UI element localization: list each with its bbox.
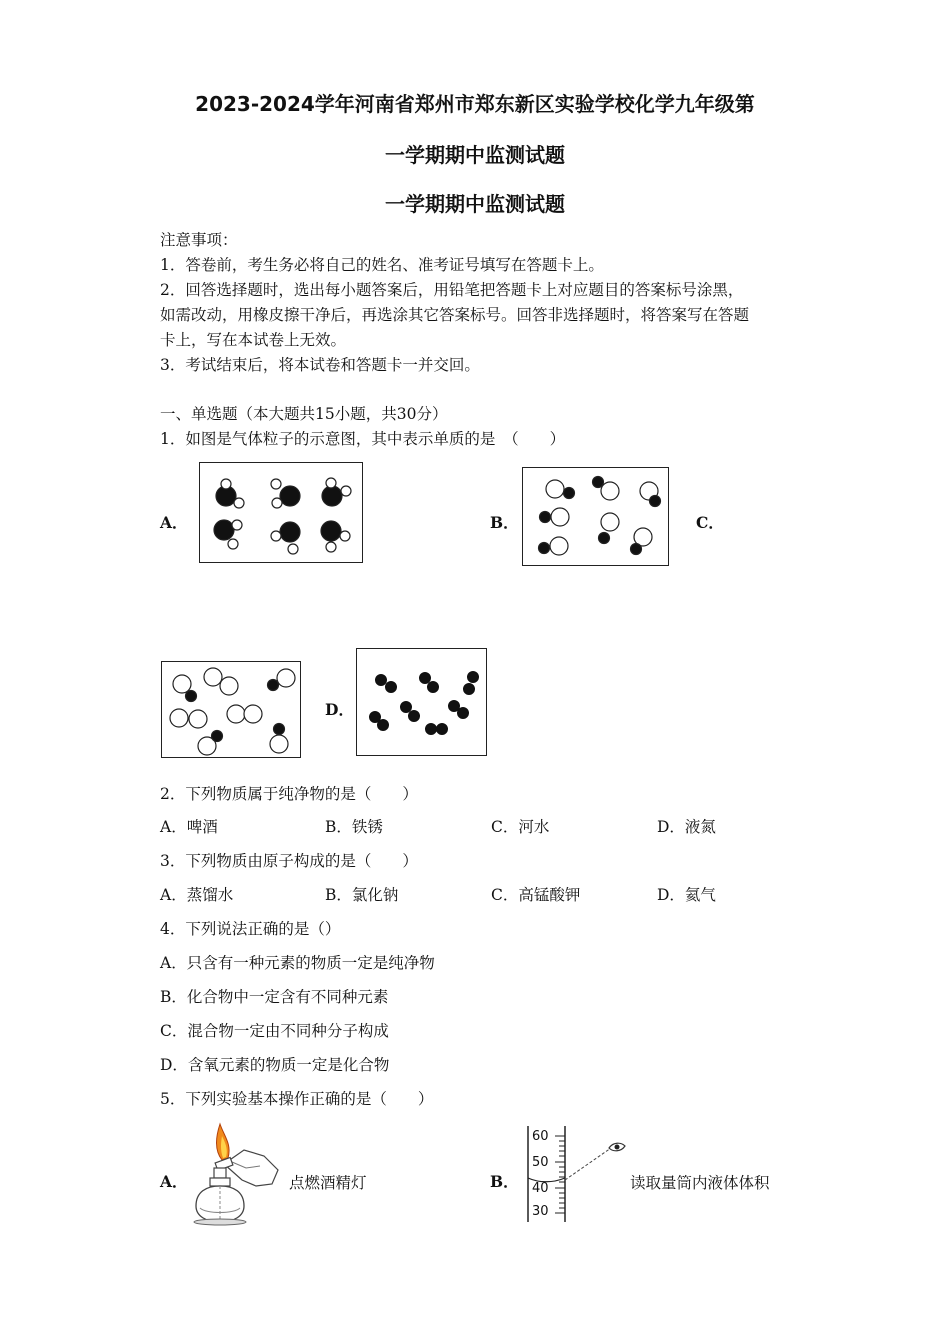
q1-option-a-label[interactable]: A． xyxy=(160,513,188,532)
notice-line: 3．考试结束后，将本试卷和答题卡一并交回。 xyxy=(160,356,480,374)
page-title-line2: 一学期期中监测试题 xyxy=(385,143,565,167)
molecule-diagram-c xyxy=(162,662,300,757)
q1-option-d-label[interactable]: D． xyxy=(325,700,354,719)
page-title-line1: 2023-2024学年河南省郑州市郑东新区实验学校化学九年级第 xyxy=(195,92,755,116)
notice-line: 1．答卷前，考生务必将自己的姓名、准考证号填写在答题卡上。 xyxy=(160,256,604,274)
notice-line: 2．回答选择题时，选出每小题答案后，用铅笔把答题卡上对应题目的答案标号涂黑， xyxy=(160,281,744,299)
q4-option-a[interactable]: A．只含有一种元素的物质一定是纯净物 xyxy=(160,954,435,972)
q1-diagram-a xyxy=(199,462,363,563)
q4-option-d[interactable]: D．含氧元素的物质一定是化合物 xyxy=(160,1056,390,1074)
cylinder-tick-label: 60 xyxy=(532,1129,549,1144)
notice-heading: 注意事项： xyxy=(160,231,238,249)
page-title-line3: 一学期期中监测试题 xyxy=(385,192,565,216)
q3-option-c[interactable]: C．高锰酸钾 xyxy=(491,886,581,904)
q3-option-d[interactable]: D．氦气 xyxy=(657,886,716,904)
notice-line: 如需改动，用橡皮擦干净后，再选涂其它答案标号。回答非选择题时，将答案写在答题 xyxy=(160,306,750,324)
q5-option-a-label[interactable]: A． xyxy=(160,1172,188,1191)
q1-diagram-d xyxy=(356,648,487,756)
q1-option-b-label[interactable]: B． xyxy=(490,513,519,532)
question-1-stem: 1．如图是气体粒子的示意图，其中表示单质的是 （ ） xyxy=(160,430,566,448)
q1-diagram-b xyxy=(522,467,669,566)
q2-option-c[interactable]: C．河水 xyxy=(491,818,550,836)
alcohol-lamp-icon xyxy=(186,1120,284,1228)
q1-option-c-label[interactable]: C． xyxy=(696,513,724,532)
q2-option-d[interactable]: D．液氮 xyxy=(657,818,716,836)
molecule-diagram-a xyxy=(200,463,362,562)
question-4-stem: 4．下列说法正确的是（） xyxy=(160,920,341,938)
graduated-cylinder-figure xyxy=(525,1124,635,1224)
question-2-stem: 2．下列物质属于纯净物的是（ ） xyxy=(160,785,418,803)
q5-option-b-label[interactable]: B． xyxy=(490,1172,519,1191)
q3-option-a[interactable]: A．蒸馏水 xyxy=(160,886,234,904)
q5-option-a-caption: 点燃酒精灯 xyxy=(289,1174,367,1192)
molecule-diagram-d xyxy=(357,649,486,755)
q2-option-a[interactable]: A．啤酒 xyxy=(160,818,218,836)
q4-option-c[interactable]: C．混合物一定由不同种分子构成 xyxy=(160,1022,389,1040)
cylinder-tick-label: 30 xyxy=(532,1204,549,1219)
question-5-stem: 5．下列实验基本操作正确的是（ ） xyxy=(160,1090,434,1108)
q4-option-b[interactable]: B．化合物中一定含有不同种元素 xyxy=(160,988,389,1006)
alcohol-lamp-lighting-figure xyxy=(186,1120,284,1228)
notice-line: 卡上，写在本试卷上无效。 xyxy=(160,331,347,349)
q5-option-b-caption: 读取量筒内液体体积 xyxy=(630,1174,770,1192)
q3-option-b[interactable]: B．氯化钠 xyxy=(325,886,399,904)
molecule-diagram-b xyxy=(523,468,668,565)
q2-option-b[interactable]: B．铁锈 xyxy=(325,818,383,836)
cylinder-tick-label: 50 xyxy=(532,1155,549,1170)
q1-diagram-c xyxy=(161,661,301,758)
cylinder-tick-label: 40 xyxy=(532,1181,549,1196)
section-heading: 一、单选题（本大题共15小题，共30分） xyxy=(160,405,448,423)
question-3-stem: 3．下列物质由原子构成的是（ ） xyxy=(160,852,418,870)
